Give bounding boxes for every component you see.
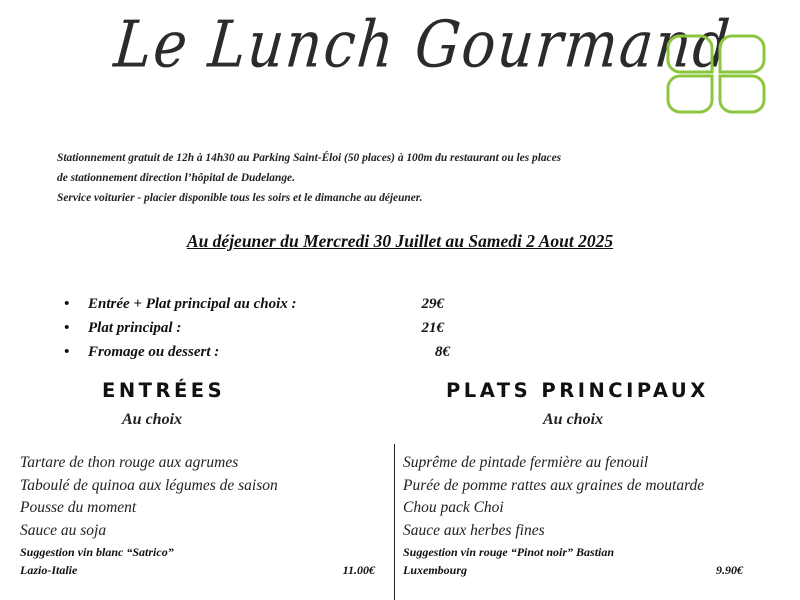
price-value: 21€ (421, 320, 444, 336)
price-label: Fromage ou dessert : (88, 344, 220, 360)
dish-item: Taboulé de quinoa aux légumes de saison (20, 476, 278, 494)
wine-origin: Luxembourg (403, 563, 468, 577)
wine-suggestion: Suggestion vin blanc “Satrico” (20, 545, 174, 559)
price-value: 8€ (435, 344, 450, 360)
wine-suggestion: Suggestion vin rouge “Pinot noir” Bastian (403, 545, 615, 559)
price-list (64, 292, 450, 364)
wine-price: 9.90€ (716, 563, 743, 577)
price-item (64, 340, 450, 364)
entrees-title: ENTRÉES (102, 379, 226, 402)
entrees-column (20, 452, 375, 579)
info-line: Service voiturier - placier disponible tous les soirs et le dimanche au déjeuner. (57, 192, 423, 204)
dish-item: Purée de pomme rattes aux graines de moutarde (403, 476, 705, 494)
page-title: Le Lunch Gourmand (111, 8, 735, 83)
dish-item: Suprême de pintade fermière au fenouil (403, 454, 649, 471)
plats-subtitle: Au choix (543, 411, 604, 428)
wine-origin: Lazio-Italie (20, 563, 78, 577)
column-divider (394, 444, 395, 600)
info-line: Stationnement gratuit de 12h à 14h30 au Parking Saint-Éloi (50 places) à 100m du restaurant ou les places (57, 152, 562, 164)
bullet-icon: • (64, 344, 70, 360)
price-item (64, 316, 444, 340)
wine-price: 11.00€ (342, 563, 375, 577)
price-item (64, 292, 444, 316)
bullet-icon: • (64, 320, 70, 336)
dish-item: Pousse du moment (20, 499, 137, 516)
dish-item: Sauce au soja (20, 521, 107, 539)
wine-origin-row (20, 561, 375, 579)
bullet-icon: • (64, 296, 70, 312)
price-label: Entrée + Plat principal au choix : (88, 296, 297, 312)
dish-item: Sauce aux herbes fines (403, 521, 545, 539)
price-label: Plat principal : (88, 320, 182, 336)
period-heading: Au déjeuner du Mercredi 30 Juillet au Samedi 2 Aout 2025 (186, 231, 614, 251)
plats-title: PLATS PRINCIPAUX (446, 379, 709, 402)
entrees-subtitle: Au choix (122, 411, 183, 428)
info-line: de stationnement direction l’hôpital de Dudelange. (57, 172, 295, 184)
dish-item: Tartare de thon rouge aux agrumes (20, 454, 239, 471)
parking-info (57, 148, 777, 208)
clover-logo-icon (664, 32, 768, 116)
wine-origin-row (403, 561, 743, 579)
price-value: 29€ (421, 296, 444, 312)
plats-column (403, 452, 743, 579)
dish-item: Chou pack Choi (403, 499, 504, 516)
